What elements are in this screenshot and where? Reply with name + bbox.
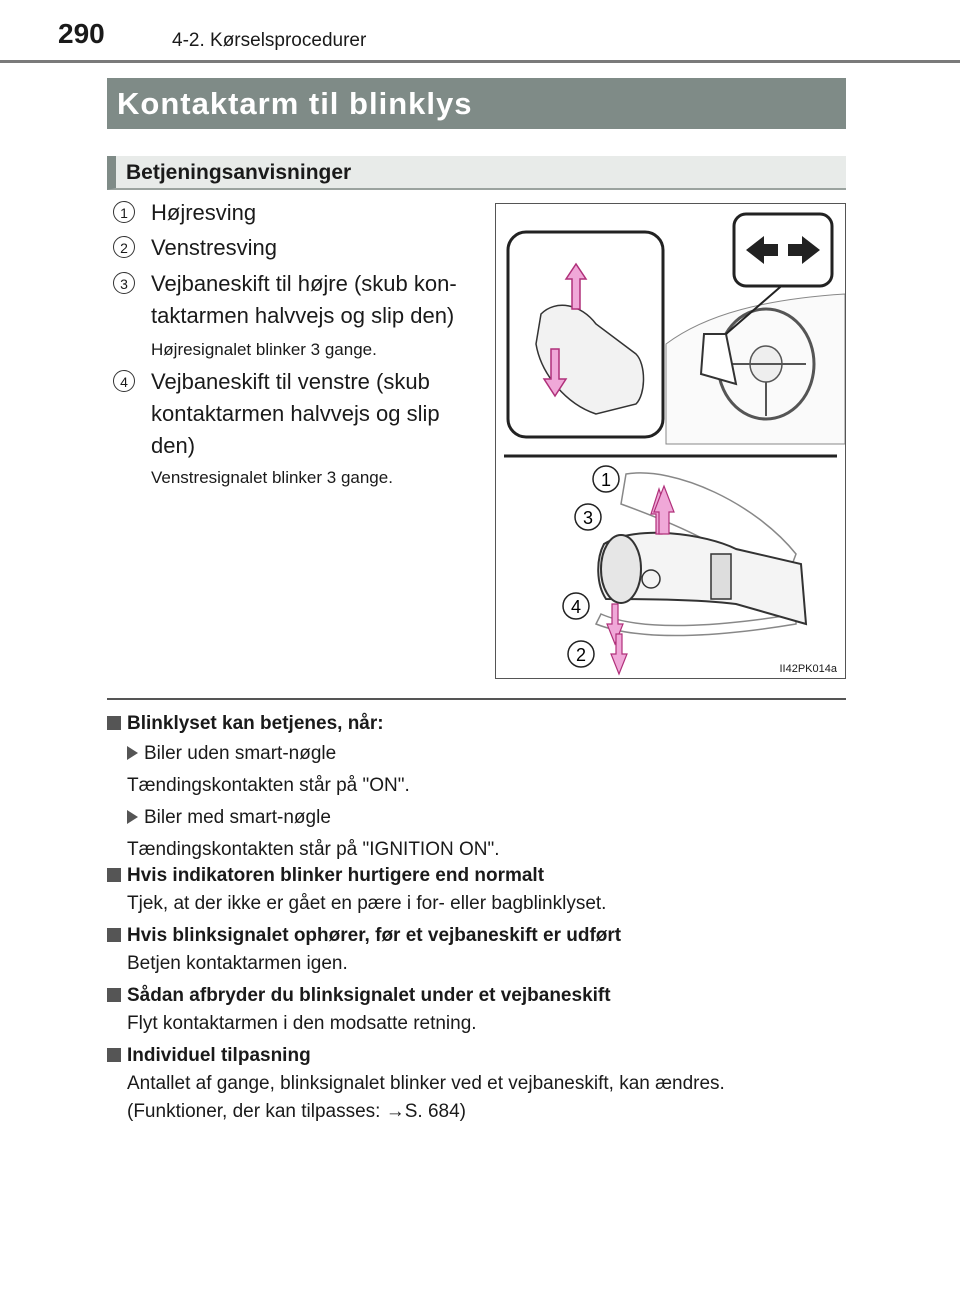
info-text: Flyt kontaktarmen i den modsatte retning. bbox=[127, 1013, 477, 1034]
callout-3-label: 3 bbox=[582, 508, 594, 528]
info-block bbox=[107, 1042, 846, 1126]
turn-signal-lever-figure bbox=[495, 203, 846, 679]
step-item bbox=[113, 366, 483, 462]
square-bullet-icon bbox=[107, 928, 121, 942]
page-title: Kontaktarm til blinklys bbox=[107, 78, 846, 129]
info-text: Tændingskontakten står på "ON". bbox=[127, 775, 410, 796]
header-divider bbox=[0, 60, 960, 63]
info-block bbox=[107, 862, 846, 918]
info-block bbox=[107, 982, 846, 1038]
info-heading: Individuel tilpasning bbox=[107, 1042, 846, 1070]
info-sub-bullet: Biler uden smart-nøgle bbox=[107, 740, 846, 768]
triangle-bullet-icon bbox=[127, 746, 138, 760]
info-heading: Hvis indikatoren blinker hurtigere end normalt bbox=[107, 862, 846, 890]
lever-path-lower bbox=[596, 614, 796, 636]
step-note: Venstresignalet blinker 3 gange. bbox=[151, 468, 393, 487]
section-subtitle: Betjeningsanvisninger bbox=[107, 156, 846, 190]
fog-light-ring bbox=[711, 554, 731, 599]
info-text: Betjen kontaktarmen igen. bbox=[127, 953, 348, 974]
square-bullet-icon bbox=[107, 868, 121, 882]
step-text: Højresving bbox=[151, 200, 257, 225]
info-text: Antallet af gange, blinksignalet blinker ved et vejbaneskift, kan ændres. bbox=[127, 1073, 725, 1094]
section-path: 4-2. Kørselsprocedurer bbox=[172, 30, 367, 51]
step-text: Vejbaneskift til højre (skub kon-taktarmen halvvejs og slip den) bbox=[151, 271, 457, 328]
step-item bbox=[113, 232, 483, 264]
figure-illustration bbox=[496, 204, 845, 678]
lever-knob bbox=[601, 535, 641, 603]
square-bullet-icon bbox=[107, 988, 121, 1002]
step-text: Venstresving bbox=[151, 235, 277, 260]
square-bullet-icon bbox=[107, 1048, 121, 1062]
info-heading: Hvis blinksignalet ophører, før et vejbaneskift er udført bbox=[107, 922, 846, 950]
section-divider bbox=[107, 698, 846, 700]
callout-4-label: 4 bbox=[570, 597, 582, 617]
callout-2-label: 2 bbox=[575, 645, 587, 665]
step-item bbox=[113, 268, 483, 332]
square-bullet-icon bbox=[107, 716, 121, 730]
arrow-right-icon: → bbox=[385, 1101, 405, 1122]
page-number: 290 bbox=[58, 18, 105, 49]
step-number-badge: 3 bbox=[113, 272, 135, 294]
info-block bbox=[107, 922, 846, 978]
step-note: Højresignalet blinker 3 gange. bbox=[151, 340, 377, 359]
info-heading: Blinklyset kan betjenes, når: bbox=[107, 710, 846, 738]
info-text: (Funktioner, der kan tilpasses: →S. 684) bbox=[127, 1101, 467, 1122]
info-text: Tændingskontakten står på "IGNITION ON". bbox=[127, 839, 500, 860]
info-block bbox=[107, 710, 846, 864]
figure-code: II42PK014a bbox=[779, 663, 837, 675]
callout-1-label: 1 bbox=[600, 470, 612, 490]
step-number-badge: 1 bbox=[113, 201, 135, 223]
info-heading: Sådan afbryder du blinksignalet under et vejbaneskift bbox=[107, 982, 846, 1010]
info-sub-bullet: Biler med smart-nøgle bbox=[107, 804, 846, 832]
info-text: Tjek, at der ikke er gået en pære i for- eller bagblinklyset. bbox=[127, 893, 607, 914]
step-number-badge: 2 bbox=[113, 236, 135, 258]
step-item bbox=[113, 197, 483, 229]
triangle-bullet-icon bbox=[127, 810, 138, 824]
step-number-badge: 4 bbox=[113, 370, 135, 392]
step-text: Vejbaneskift til venstre (skub kontaktarmen halvvejs og slip den) bbox=[151, 369, 440, 458]
